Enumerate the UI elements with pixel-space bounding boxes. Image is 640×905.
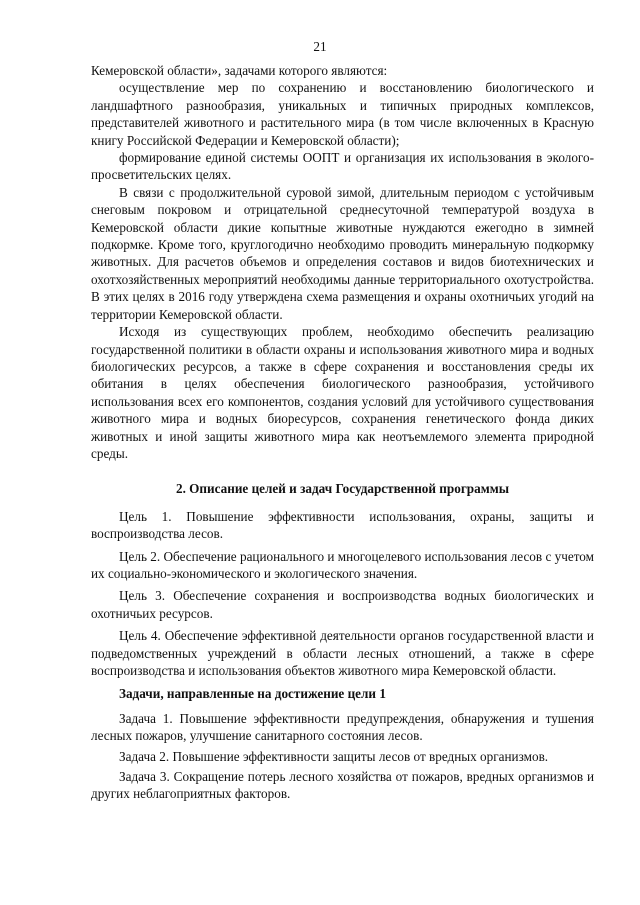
section-title: 2. Описание целей и задач Государственной программы (175, 481, 509, 497)
task-3: Задача 3. Сокращение потерь лесного хозяйства от пожаров, вредных организмов и других неблагоприятных факторов. (91, 769, 594, 802)
tasks-heading: Задачи, направленные на достижение цели 1 (119, 686, 386, 702)
goal-3: Цель 3. Обеспечение сохранения и воспроизводства водных биологических и охотничьих ресурсов. (91, 588, 594, 621)
task-1: Задача 1. Повышение эффективности предупреждения, обнаружения и тушения лесных пожаров, улучшение санитарного состояния лесов. (91, 710, 594, 744)
intro-paragraph-4: В связи с продолжительной суровой зимой, длительным периодом с устойчивым снеговым покровом и отрицательной среднесуточной температурой воздуха в Кемеровской области дикие копытные животные нуждаются ежегодно в зимней подкормке. Кроме того, круглогодично необходимо проводить минеральную подкормку животных. Для расчетов объемов и определения составов и видов биотехнических и охотхозяйственных мероприятий необходимы данные территориального охотустройства. В этих целях в 2016 году утверждена схема размещения и охраны охотничьих угодий на территории Кемеровской области. (91, 184, 594, 322)
intro-paragraph-5: Исходя из существующих проблем, необходимо обеспечить реализацию государственной политики в области охраны и использования животного мира и водных биологических ресурсов, а также в сфере сохранения и восстановления среды их обитания в целях обеспечения биологического разнообразия, устойчивого использования всех его компонентов, создания условий для устойчивого существования животного мира и водных биоресурсов, сохранения генетического фонда диких животных и иной защиты животного мира как неотъемлемого элемента природной среды. (91, 324, 594, 461)
page-content (91, 62, 594, 806)
goal-1: Цель 1. Повышение эффективности использования, охраны, защиты и воспроизводства лесов. (91, 508, 594, 542)
intro-paragraph-3: формирование единой системы ООПТ и организация их использования в эколого-просветительских целях. (91, 150, 594, 183)
goal-4: Цель 4. Обеспечение эффективной деятельности органов государственной власти и подведомственных учреждений в области лесных отношений, а также в сфере воспроизводства и использования объектов животного мира Кемеровской области. (91, 628, 594, 678)
page-number: 21 (313, 39, 327, 54)
goal-2: Цель 2. Обеспечение рационального и многоцелевого использования лесов с учетом их социально-экономического и экологического значения. (91, 548, 594, 581)
intro-paragraph-1: Кемеровской области», задачами которого являются: (91, 63, 388, 78)
task-2: Задача 2. Повышение эффективности защиты лесов от вредных организмов. (119, 748, 549, 764)
intro-paragraph-2: осуществление мер по сохранению и восстановлению биологического и ландшафтного разнообразия, уникальных и типичных природных комплексов, представителей животного и растительного мира (в том числе включенных в Красную книгу Российской Федерации и Кемеровской области); (91, 80, 594, 148)
